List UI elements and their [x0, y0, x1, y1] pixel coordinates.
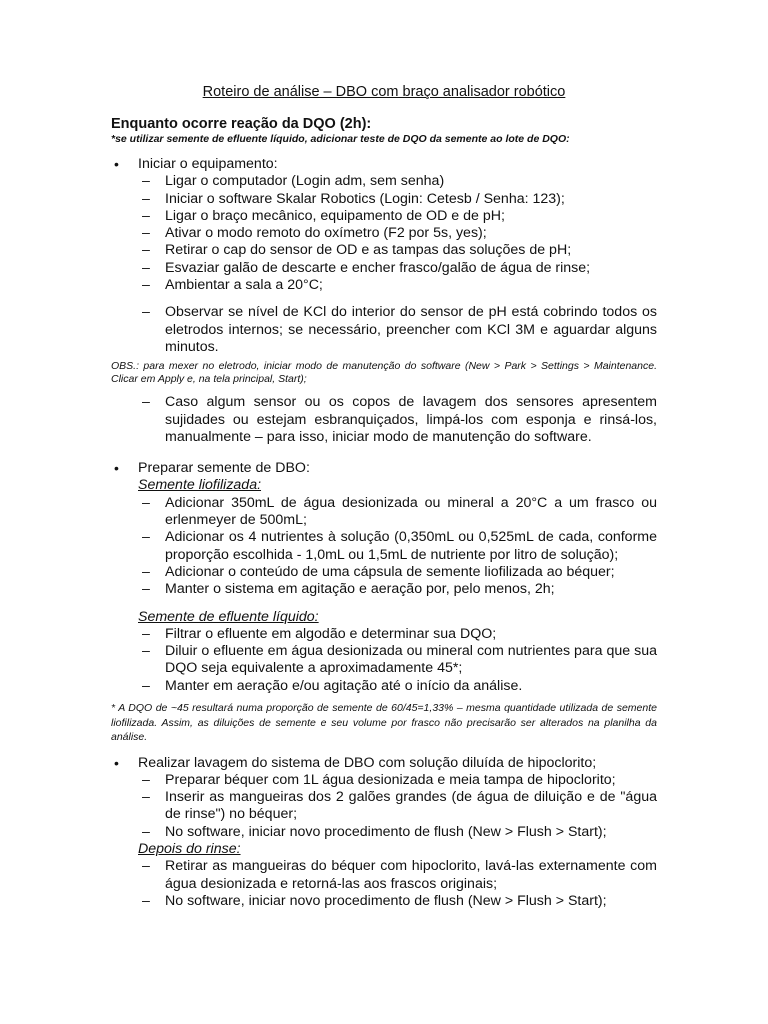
list-item-text: Adicionar o conteúdo de uma cápsula de semente liofilizada ao béquer; — [165, 563, 615, 580]
dash-list — [138, 394, 657, 446]
bullet-mark: • — [114, 460, 119, 477]
list-item-text: Diluir o efluente em água desionizada ou mineral com nutrientes para que sua DQO seja equivalente a aproximadamente 45*; — [165, 643, 657, 677]
dash-mark: – — [142, 304, 150, 321]
list-item — [138, 242, 657, 259]
list-item-text: Manter em aeração e/ou agitação até o início da análise. — [165, 677, 523, 694]
cleaning-block — [111, 394, 657, 446]
dash-mark: – — [142, 581, 150, 598]
list-item-text: Ativar o modo remoto do oxímetro (F2 por 5s, yes); — [165, 225, 487, 242]
bullet-prepare-seed — [111, 460, 657, 695]
bullet-start-equipment — [111, 156, 657, 356]
bullet-label: Iniciar o equipamento: — [138, 156, 278, 172]
bullet-system-wash — [111, 755, 657, 911]
dash-mark: – — [142, 625, 150, 642]
list-item — [138, 858, 657, 893]
dash-mark: – — [142, 789, 150, 806]
list-item — [138, 789, 657, 824]
list-item — [138, 208, 657, 225]
list-item-text: Esvaziar galão de descarte e encher frasco/galão de água de rinse; — [165, 259, 591, 276]
bullet-mark: • — [114, 754, 119, 771]
list-item-text: Ligar o braço mecânico, equipamento de OD e de pH; — [165, 207, 505, 224]
dash-mark: – — [142, 242, 150, 259]
list-item-text: Retirar o cap do sensor de OD e as tampas das soluções de pH; — [165, 242, 572, 259]
dash-mark: – — [142, 823, 150, 840]
dash-mark: – — [142, 677, 150, 694]
dash-mark: – — [142, 858, 150, 875]
list-item-text: Filtrar o efluente em algodão e determinar sua DQO; — [165, 625, 497, 642]
dash-list — [138, 858, 657, 910]
list-item-text: Adicionar os 4 nutrientes à solução (0,350mL ou 0,525mL de cada, conforme proporção escolhida - 1,0mL ou 1,5mL de nutriente por litro de solução); — [165, 529, 657, 563]
dash-list — [138, 173, 657, 356]
list-item-text: No software, iniciar novo procedimento de flush (New > Flush > Start); — [165, 823, 607, 840]
list-item — [138, 626, 657, 643]
list-item — [138, 581, 657, 598]
list-item — [138, 772, 657, 789]
list-item — [138, 824, 657, 841]
list-item — [138, 277, 657, 294]
bullet-label: Preparar semente de DBO: — [138, 460, 310, 477]
obs-note: OBS.: para mexer no eletrodo, iniciar modo de manutenção do software (New > Park > Settings > Maintenance. Clicar em Apply e, na tela principal, Start); — [111, 360, 657, 386]
list-item — [138, 394, 657, 446]
section-note: *se utilizar semente de efluente líquido, adicionar teste de DQO da semente ao lote de DQO: — [111, 133, 570, 145]
list-item-text: No software, iniciar novo procedimento de flush (New > Flush > Start); — [165, 892, 607, 909]
section-heading: Enquanto ocorre reação da DQO (2h): — [111, 116, 372, 132]
dash-mark: – — [142, 394, 150, 411]
list-item-text: Manter o sistema em agitação e aeração por, pelo menos, 2h; — [165, 581, 555, 598]
dash-mark: – — [142, 259, 150, 276]
list-item-text: Adicionar 350mL de água desionizada ou mineral a 20°C a um frasco ou erlenmeyer de 500mL; — [165, 494, 657, 529]
dash-list — [138, 626, 657, 695]
list-item-text: Retirar as mangueiras do béquer com hipoclorito, lavá-las externamente com água desionizada e retorná-las aos frascos originais; — [165, 858, 657, 892]
bullet-label: Realizar lavagem do sistema de DBO com solução diluída de hipoclorito; — [138, 754, 597, 771]
dash-mark: – — [142, 494, 150, 511]
list-item — [138, 260, 657, 277]
list-item — [138, 304, 657, 356]
list-item — [138, 495, 657, 530]
bullet-mark: • — [114, 156, 119, 172]
subsection-title: Depois do rinse: — [138, 841, 241, 857]
list-item — [138, 191, 657, 208]
dash-mark: – — [142, 190, 150, 207]
subsection-title: Semente liofilizada: — [138, 477, 262, 494]
dash-mark: – — [142, 207, 150, 224]
dash-mark: – — [142, 892, 150, 909]
list-item-text: Caso algum sensor ou os copos de lavagem dos sensores apresentem sujidades ou estejam esbranquiçados, limpá-los com esponja e rinsá-los, manualmente – para isso, iniciar modo de manutenção do software. — [165, 394, 657, 445]
list-item — [138, 225, 657, 242]
dash-mark: – — [142, 643, 150, 660]
dash-mark: – — [142, 529, 150, 546]
dash-mark: – — [142, 225, 150, 242]
dash-mark: – — [142, 563, 150, 580]
list-item — [138, 678, 657, 695]
list-item-text: Inserir as mangueiras dos 2 galões grandes (de água de diluição e de "água de rinse") no béquer; — [165, 789, 657, 823]
list-item — [138, 173, 657, 190]
dash-mark: – — [142, 277, 150, 294]
list-item-text: Observar se nível de KCl do interior do sensor de pH está cobrindo todos os eletrodos internos; se necessário, preencher com KCl 3M e aguardar alguns minutos. — [165, 304, 657, 355]
list-item-text: Preparar béquer com 1L água desionizada e meia tampa de hipoclorito; — [165, 771, 616, 788]
dash-mark: – — [142, 771, 150, 788]
list-item — [138, 564, 657, 581]
list-item-text: Iniciar o software Skalar Robotics (Login: Cetesb / Senha: 123); — [165, 190, 565, 207]
subsection-title: Semente de efluente líquido: — [138, 608, 319, 625]
dash-list — [138, 495, 657, 599]
list-item-text: Ambientar a sala a 20°C; — [165, 277, 323, 294]
dash-mark: – — [142, 173, 150, 190]
list-item — [138, 643, 657, 678]
footnote: * A DQO de ~45 resultará numa proporção de semente de 60/45=1,33% – mesma quantidade utilizada de semente liofilizada. Assim, as diluições de semente e seu volume por frasco não precisarão ser alterados na planilha da análise. — [111, 702, 657, 744]
list-item — [138, 529, 657, 564]
list-item-text: Ligar o computador (Login adm, sem senha) — [165, 173, 445, 190]
list-item — [138, 893, 657, 910]
dash-list — [138, 772, 657, 841]
document-title: Roteiro de análise – DBO com braço analisador robótico — [202, 84, 566, 100]
